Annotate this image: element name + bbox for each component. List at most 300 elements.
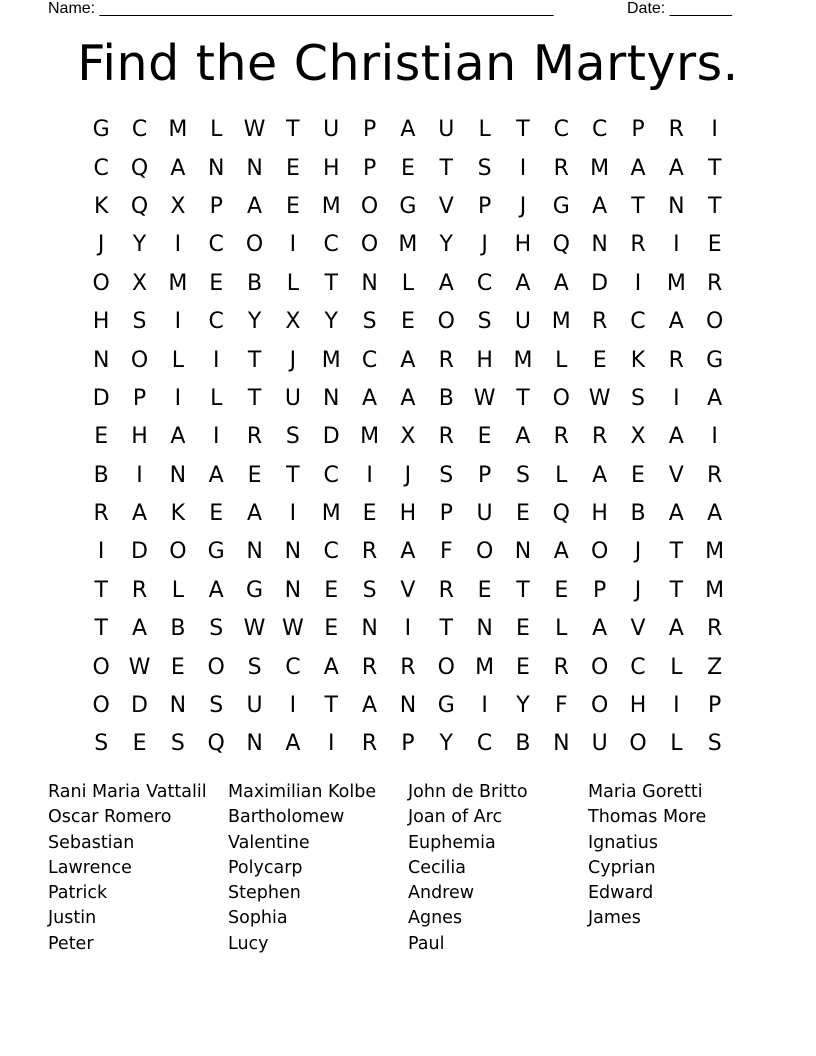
grid-letter: H xyxy=(629,693,647,719)
grid-row xyxy=(82,341,734,379)
grid-letter: T xyxy=(669,539,684,565)
grid-letter: C xyxy=(476,731,493,757)
grid-letter: A xyxy=(668,501,684,527)
grid-letter: R xyxy=(707,270,723,296)
grid-letter: L xyxy=(555,462,568,488)
grid-letter: R xyxy=(93,501,109,527)
grid-letter: I xyxy=(327,731,335,757)
grid-letter: L xyxy=(670,731,683,757)
grid-letter: E xyxy=(247,462,262,488)
grid-letter: J xyxy=(289,347,297,373)
grid-row xyxy=(82,457,734,495)
grid-letter: N xyxy=(207,155,225,181)
grid-letter: N xyxy=(169,693,187,719)
grid-letter: G xyxy=(92,117,110,143)
grid-letter: X xyxy=(170,193,186,219)
word-list-column xyxy=(48,780,228,957)
grid-letter: E xyxy=(94,424,109,450)
grid-letter: I xyxy=(136,462,143,488)
word-list-column xyxy=(588,780,768,957)
grid-letter: X xyxy=(131,270,148,296)
grid-letter: W xyxy=(473,385,496,411)
grid-letter: A xyxy=(515,270,531,296)
grid-letter: L xyxy=(401,270,415,296)
grid-letter: F xyxy=(554,693,568,719)
word-list-column xyxy=(228,780,408,957)
grid-letter: N xyxy=(284,577,302,603)
grid-letter: C xyxy=(323,539,339,565)
grid-letter: W xyxy=(588,385,611,411)
grid-letter: J xyxy=(97,232,105,258)
grid-letter: S xyxy=(285,424,300,450)
grid-letter: N xyxy=(284,539,302,565)
grid-letter: Y xyxy=(324,309,338,335)
grid-letter: G xyxy=(399,193,417,219)
grid-letter: N xyxy=(246,539,263,565)
grid-letter: I xyxy=(289,232,297,258)
grid-letter: S xyxy=(707,731,722,757)
grid-letter: F xyxy=(439,539,453,565)
grid-letter: P xyxy=(477,193,492,219)
grid-letter: I xyxy=(673,232,680,258)
grid-letter: A xyxy=(668,424,684,450)
grid-letter: E xyxy=(209,501,224,527)
grid-letter: P xyxy=(209,193,223,219)
grid-letter: M xyxy=(321,501,341,527)
grid-letter: E xyxy=(132,731,147,757)
date-field-label: Date: _______ xyxy=(627,0,732,17)
word-list-item: Paul xyxy=(408,933,445,954)
grid-letter: T xyxy=(707,155,722,181)
grid-letter: B xyxy=(438,385,454,411)
grid-letter: M xyxy=(513,347,533,373)
grid-letter: C xyxy=(591,117,608,143)
grid-letter: E xyxy=(324,577,339,603)
grid-letter: S xyxy=(132,309,147,335)
grid-letter: O xyxy=(629,731,647,757)
grid-letter: J xyxy=(519,193,527,219)
word-list-item: James xyxy=(588,908,641,929)
grid-letter: S xyxy=(362,309,377,335)
grid-letter: R xyxy=(438,347,454,373)
grid-letter: A xyxy=(400,347,416,373)
grid-letter: T xyxy=(439,155,453,181)
grid-letter: Y xyxy=(439,731,453,757)
grid-letter: L xyxy=(670,654,683,680)
grid-letter: I xyxy=(404,616,412,642)
grid-letter: C xyxy=(361,347,378,373)
word-list-item: Justin xyxy=(48,908,97,929)
grid-letter: R xyxy=(591,424,608,450)
grid-letter: G xyxy=(437,693,455,719)
grid-letter: V xyxy=(630,616,646,642)
grid-letter: U xyxy=(284,385,301,411)
grid-letter: A xyxy=(630,155,646,181)
grid-letter: O xyxy=(360,193,379,219)
grid-row xyxy=(82,111,734,149)
grid-letter: I xyxy=(519,155,527,181)
grid-letter: C xyxy=(208,232,224,258)
grid-letter: M xyxy=(321,193,341,219)
grid-letter: S xyxy=(439,462,454,488)
grid-letter: E xyxy=(592,347,607,373)
grid-letter: C xyxy=(630,654,646,680)
word-list-item: Edward xyxy=(588,883,654,904)
grid-letter: W xyxy=(243,616,266,642)
grid-letter: U xyxy=(514,309,531,335)
grid-letter: A xyxy=(438,270,454,296)
grid-letter: A xyxy=(668,309,684,335)
grid-letter: X xyxy=(400,424,416,450)
grid-letter: K xyxy=(93,193,109,219)
grid-letter: G xyxy=(207,539,225,565)
grid-letter: I xyxy=(212,347,220,373)
word-list-item: Ignatius xyxy=(588,832,659,853)
grid-letter: H xyxy=(591,501,608,527)
page-title: Find the Christian Martyrs. xyxy=(77,35,739,92)
grid-row xyxy=(82,572,734,610)
grid-letter: O xyxy=(590,539,609,565)
grid-letter: H xyxy=(322,155,340,181)
grid-letter: B xyxy=(247,270,263,296)
grid-letter: I xyxy=(174,309,182,335)
word-list-item: Patrick xyxy=(48,883,108,904)
grid-letter: E xyxy=(285,155,300,181)
word-list-item: Agnes xyxy=(408,908,463,929)
grid-letter: Q xyxy=(552,232,570,258)
grid-letter: L xyxy=(210,117,223,143)
grid-letter: P xyxy=(593,577,607,603)
grid-letter: R xyxy=(438,424,454,450)
grid-letter: O xyxy=(437,654,455,680)
grid-letter: K xyxy=(170,501,186,527)
grid-letter: A xyxy=(515,424,531,450)
grid-row xyxy=(82,418,734,456)
grid-letter: C xyxy=(131,117,148,143)
grid-letter: I xyxy=(366,462,373,488)
grid-letter: P xyxy=(439,501,453,527)
word-list-item: Sophia xyxy=(228,908,288,929)
grid-letter: A xyxy=(362,693,378,719)
grid-letter: E xyxy=(516,501,530,527)
grid-letter: L xyxy=(555,616,568,642)
grid-letter: D xyxy=(131,693,148,719)
grid-letter: T xyxy=(94,577,108,603)
grid-letter: A xyxy=(247,501,263,527)
grid-letter: I xyxy=(174,385,182,411)
grid-letter: H xyxy=(399,501,417,527)
name-field-label: Name: ___________________________________________________ xyxy=(48,0,554,17)
grid-letter: S xyxy=(477,155,492,181)
grid-letter: C xyxy=(93,155,109,181)
grid-letter: N xyxy=(668,193,685,219)
grid-letter: S xyxy=(515,462,530,488)
grid-letter: O xyxy=(169,539,187,565)
grid-letter: Y xyxy=(247,309,262,335)
grid-letter: M xyxy=(321,347,341,373)
grid-letter: C xyxy=(208,309,224,335)
word-list-item: Bartholomew xyxy=(228,807,345,828)
grid-letter: H xyxy=(514,232,532,258)
grid-letter: O xyxy=(552,385,570,411)
grid-letter: O xyxy=(590,654,609,680)
word-list-item: Maria Goretti xyxy=(588,782,703,802)
grid-letter: V xyxy=(438,193,454,219)
grid-letter: I xyxy=(711,117,718,143)
grid-letter: H xyxy=(476,347,493,373)
grid-row xyxy=(82,687,734,725)
grid-letter: S xyxy=(209,693,224,719)
grid-letter: M xyxy=(666,270,686,296)
grid-letter: R xyxy=(707,462,723,488)
grid-letter: M xyxy=(475,654,495,680)
word-list-item: Sebastian xyxy=(48,832,135,853)
grid-letter: T xyxy=(439,616,453,642)
grid-row xyxy=(82,533,734,571)
grid-letter: E xyxy=(516,654,530,680)
grid-letter: T xyxy=(324,693,338,719)
grid-letter: D xyxy=(131,539,148,565)
grid-letter: E xyxy=(170,654,185,680)
grid-letter: S xyxy=(170,731,185,757)
grid-row xyxy=(82,226,734,264)
grid-letter: X xyxy=(285,309,301,335)
word-list-column xyxy=(408,780,588,957)
grid-letter: Q xyxy=(207,731,225,757)
grid-letter: N xyxy=(399,693,417,719)
grid-letter: P xyxy=(362,117,377,143)
grid-letter: T xyxy=(94,616,108,642)
word-list-item: Euphemia xyxy=(408,832,496,853)
grid-letter: C xyxy=(476,270,493,296)
grid-letter: B xyxy=(630,501,646,527)
grid-letter: I xyxy=(711,424,718,450)
grid-letter: E xyxy=(631,462,645,488)
grid-letter: O xyxy=(590,693,609,719)
grid-letter: A xyxy=(592,616,608,642)
grid-letter: N xyxy=(92,347,110,373)
grid-letter: Y xyxy=(132,232,147,258)
word-list-item: Stephen xyxy=(228,883,301,904)
grid-letter: W xyxy=(282,616,304,642)
grid-letter: R xyxy=(553,155,569,181)
grid-letter: E xyxy=(477,424,492,450)
grid-letter: A xyxy=(362,385,378,411)
word-list-item: Lucy xyxy=(228,933,269,954)
word-list-item: Polycarp xyxy=(228,857,303,878)
grid-letter: P xyxy=(708,693,722,719)
grid-letter: R xyxy=(553,424,569,450)
grid-letter: N xyxy=(514,539,532,565)
grid-letter: R xyxy=(438,577,454,603)
grid-letter: C xyxy=(323,232,339,258)
grid-letter: B xyxy=(170,616,186,642)
word-list-item: Valentine xyxy=(228,832,310,853)
grid-letter: A xyxy=(247,193,263,219)
grid-letter: A xyxy=(592,193,608,219)
grid-letter: T xyxy=(286,462,300,488)
letter-grid xyxy=(82,111,734,764)
grid-letter: J xyxy=(404,462,412,488)
grid-letter: O xyxy=(92,270,110,296)
grid-letter: A xyxy=(668,616,684,642)
grid-letter: E xyxy=(516,616,530,642)
grid-letter: A xyxy=(707,501,723,527)
grid-letter: R xyxy=(630,232,646,258)
grid-row xyxy=(82,380,734,418)
grid-letter: C xyxy=(553,117,569,143)
grid-letter: M xyxy=(398,232,418,258)
grid-letter: E xyxy=(400,155,415,181)
grid-letter: A xyxy=(400,117,416,143)
grid-letter: P xyxy=(477,462,492,488)
grid-letter: L xyxy=(555,347,568,373)
grid-letter: G xyxy=(246,577,264,603)
grid-letter: T xyxy=(669,577,684,603)
grid-letter: A xyxy=(592,462,608,488)
word-list-item: Maximilian Kolbe xyxy=(228,782,377,802)
word-list-item: Andrew xyxy=(408,883,475,904)
grid-letter: N xyxy=(476,616,493,642)
grid-letter: Y xyxy=(516,693,530,719)
grid-letter: R xyxy=(591,309,608,335)
grid-letter: R xyxy=(361,731,378,757)
grid-letter: J xyxy=(481,232,488,258)
grid-letter: W xyxy=(128,654,151,680)
grid-row xyxy=(82,188,734,226)
grid-letter: C xyxy=(630,309,646,335)
grid-letter: B xyxy=(93,462,109,488)
grid-letter: A xyxy=(707,385,723,411)
grid-letter: M xyxy=(705,539,725,565)
grid-letter: O xyxy=(360,232,379,258)
grid-letter: B xyxy=(515,731,531,757)
grid-letter: L xyxy=(286,270,300,296)
grid-letter: I xyxy=(97,539,105,565)
grid-letter: K xyxy=(630,347,646,373)
grid-letter: I xyxy=(174,232,182,258)
grid-letter: I xyxy=(289,501,297,527)
grid-letter: H xyxy=(92,309,110,335)
grid-letter: S xyxy=(247,654,262,680)
word-list xyxy=(48,780,788,957)
grid-letter: D xyxy=(591,270,609,296)
grid-letter: V xyxy=(668,462,684,488)
grid-letter: L xyxy=(171,577,184,603)
grid-letter: T xyxy=(631,193,645,219)
grid-letter: A xyxy=(400,539,416,565)
grid-letter: S xyxy=(209,616,224,642)
word-list-item: Thomas More xyxy=(588,807,707,828)
grid-letter: T xyxy=(707,193,722,219)
grid-letter: A xyxy=(323,654,339,680)
grid-letter: N xyxy=(169,462,187,488)
grid-letter: N xyxy=(553,731,570,757)
grid-letter: R xyxy=(707,616,723,642)
grid-letter: E xyxy=(285,193,300,219)
grid-letter: O xyxy=(706,309,724,335)
grid-letter: A xyxy=(170,155,186,181)
grid-letter: I xyxy=(212,424,220,450)
grid-letter: N xyxy=(361,616,378,642)
grid-letter: R xyxy=(246,424,263,450)
grid-letter: A xyxy=(170,424,186,450)
grid-letter: P xyxy=(132,385,147,411)
grid-letter: E xyxy=(707,232,722,258)
grid-letter: T xyxy=(247,347,262,373)
grid-letter: M xyxy=(705,577,725,603)
grid-letter: N xyxy=(361,270,378,296)
grid-letter: N xyxy=(591,232,608,258)
word-list-item: Rani Maria Vattalil xyxy=(48,782,207,802)
grid-letter: X xyxy=(630,424,646,450)
grid-letter: U xyxy=(476,501,493,527)
grid-letter: R xyxy=(400,654,416,680)
grid-letter: I xyxy=(634,270,642,296)
word-list-item: Lawrence xyxy=(48,857,132,878)
grid-letter: V xyxy=(400,577,416,603)
word-list-item: Cecilia xyxy=(408,857,466,878)
grid-letter: S xyxy=(477,309,492,335)
grid-letter: I xyxy=(673,693,680,719)
grid-letter: E xyxy=(554,577,569,603)
grid-letter: Q xyxy=(552,501,570,527)
grid-letter: T xyxy=(247,385,262,411)
grid-letter: L xyxy=(210,385,223,411)
grid-letter: A xyxy=(400,385,416,411)
grid-row xyxy=(82,149,734,187)
grid-letter: R xyxy=(668,347,684,373)
grid-letter: G xyxy=(552,193,570,219)
grid-letter: P xyxy=(401,731,415,757)
grid-letter: I xyxy=(289,693,297,719)
grid-letter: A xyxy=(131,501,148,527)
grid-row xyxy=(82,495,734,533)
grid-letter: A xyxy=(131,616,148,642)
grid-letter: U xyxy=(438,117,455,143)
grid-letter: O xyxy=(92,654,110,680)
grid-letter: D xyxy=(92,385,110,411)
grid-letter: M xyxy=(168,117,188,143)
grid-row xyxy=(82,303,734,341)
grid-letter: I xyxy=(673,385,680,411)
grid-letter: O xyxy=(437,309,455,335)
grid-letter: T xyxy=(516,385,530,411)
word-list-item: Peter xyxy=(48,933,94,954)
grid-letter: O xyxy=(245,232,264,258)
grid-letter: T xyxy=(516,577,530,603)
grid-letter: A xyxy=(285,731,301,757)
word-list-item: Oscar Romero xyxy=(48,807,172,828)
grid-letter: R xyxy=(131,577,148,603)
grid-letter: S xyxy=(94,731,109,757)
grid-letter: U xyxy=(323,117,340,143)
grid-letter: P xyxy=(362,155,377,181)
grid-letter: R xyxy=(668,117,684,143)
word-list-item: John de Britto xyxy=(408,782,528,802)
grid-letter: A xyxy=(553,539,569,565)
grid-letter: P xyxy=(631,117,645,143)
grid-letter: L xyxy=(171,347,184,373)
grid-letter: E xyxy=(209,270,224,296)
grid-row xyxy=(82,610,734,648)
grid-letter: L xyxy=(478,117,491,143)
grid-letter: O xyxy=(92,693,110,719)
grid-letter: O xyxy=(207,654,225,680)
grid-letter: W xyxy=(243,117,266,143)
grid-letter: R xyxy=(361,654,378,680)
grid-letter: N xyxy=(323,385,340,411)
